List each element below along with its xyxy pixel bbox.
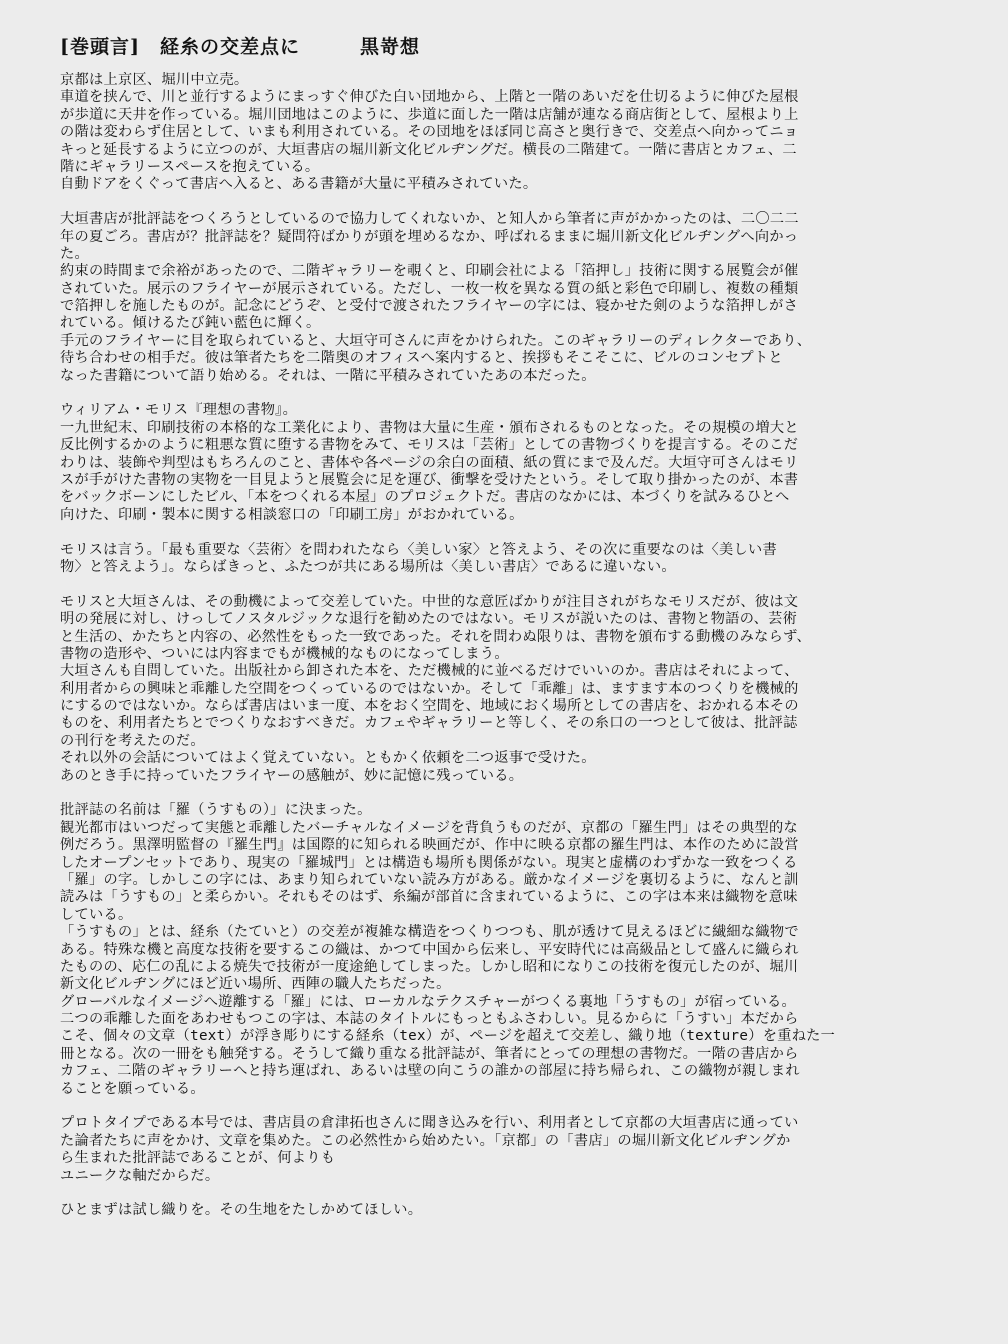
article-title: [巻頭言] 経糸の交差点に (60, 36, 300, 58)
body-line: 年の夏ごろ。書店が？批評誌を？疑問符ばかりが頭を埋めるなか、呼ばれるままに堀川新文化ビルヂングへ向かっ (60, 228, 799, 245)
body-line: で箔押しを施したものが。記念にどうぞ、と受付で渡されたフライヤーの字には、寝かせた剣のような箔押しがさ (60, 298, 799, 315)
body-line: 京都は上京区、堀川中立売。 (60, 72, 249, 88)
body-line: プロトタイプである本号では、書店員の倉津拓也さんに聞き込みを行い、利用者として京都の大垣書店に通ってい (60, 1115, 799, 1132)
body-line: している。 (60, 906, 133, 923)
body-line: わりは、装飾や判型はもちろんのこと、書体や各ページの余白の面積、紙の質にまで及んだ。大垣守可さんはモリ (60, 454, 799, 471)
article-heading (60, 32, 956, 62)
body-line: ることを願っている。 (60, 1080, 205, 1097)
paragraph-gap (60, 385, 956, 402)
body-line: モリスと大垣さんは、その動機によって交差していた。中世的な意匠ばかりが注目されがちなモリスだが、彼は文 (60, 593, 799, 610)
paragraph-gap (60, 524, 956, 541)
paragraph-gap (60, 1185, 956, 1202)
body-line: 大垣さんも自問していた。出版社から卸された本を、ただ機械的に並べるだけでいいのか。書店はそれによって、 (60, 663, 799, 680)
body-line: それ以外の会話についてはよく覚えていない。ともかく依頼を二つ返事で受けた。 (60, 750, 596, 767)
body-line: 二つの乖離した面をあわせもつこの字は、本誌のタイトルにもっともふさわしい。見るからに「うすい」本だから (60, 1011, 799, 1028)
body-line: ら生まれた批評誌であることが、何よりも (60, 1150, 336, 1167)
paragraph-gap (60, 1098, 956, 1115)
body-line: 新文化ビルヂングにほど近い場所、西陣の職人たちだった。 (60, 976, 451, 993)
body-line: 手元のフライヤーに目を取られていると、大垣守可さんに声をかけられた。このギャラリーのディレクターであり、 (60, 332, 812, 349)
body-line: れている。傾けるたび鈍い藍色に輝く。 (60, 315, 321, 332)
body-line: カフェ、二階のギャラリーへと持ち運ばれ、あるいは壁の向こうの誰かの部屋に持ち帰られ、この織物が親しまれ (60, 1063, 800, 1080)
body-line: モリスは言う。「最も重要な〈芸術〉を問われたなら〈美しい家〉と答えよう、その次に重要なのは〈美しい書 (60, 541, 777, 558)
body-line: た論者たちに声をかけ、文章を集めた。この必然性から始めたい。「京都」の「書店」の堀川新文化ビルヂングか (60, 1132, 791, 1149)
body-line: が歩道に天井を作っている。堀川団地はこのように、歩道に面した一階は店舗が連なる商店街として、屋根より上 (60, 106, 799, 123)
body-line: キっと延長するように立つのが、大垣書店の堀川新文化ビルヂングだ。横長の二階建て。一階に書店とカフェ、二 (60, 141, 797, 158)
body-line: 批評誌の名前は「羅（うすもの）」に決まった。 (60, 802, 372, 819)
body-line: こそ、個々の文章（text）が浮き彫りにする経糸（tex）が、ページを超えて交差し、織り地（texture）を重ねた一 (60, 1028, 836, 1045)
body-line: 明の発展に対し、けっしてノスタルジックな退行を勧めたのではない。モリスが説いたのは、書物と物語の、芸術 (60, 611, 798, 628)
paragraph-gap (60, 785, 956, 802)
body-line: をバックボーンにしたビル、「本をつくれる本屋」のプロジェクトだ。書店のなかには、本づくりを試みるひとへ (60, 489, 790, 506)
article-author: 黒嵜想 (359, 36, 420, 58)
body-line: ひとまずは試し織りを。その生地をたしかめてほしい。 (60, 1202, 423, 1219)
body-line: 階にギャラリースペースを抱えている。 (60, 158, 320, 175)
body-line: 反比例するかのように粗悪な質に堕する書物をみて、モリスは「芸術」としての書物づくりを提言する。そのこだ (60, 437, 799, 454)
body-line: 待ち合わせの相手だ。彼は筆者たちを二階奥のオフィスへ案内すると、挨拶もそこそこに、ビルのコンセプトと (60, 350, 783, 367)
body-line: 「羅」の字。しかしこの字には、あまり知られていない読み方がある。厳かなイメージを裏切るように、なんと訓 (60, 871, 799, 888)
body-line: したオープンセットであり、現実の「羅城門」とは構造も場所も関係がない。現実と虚構のわずかな一致をつくる (60, 854, 798, 871)
body-line: 利用者からの興味と乖離した空間をつくっているのではないか。そして「乖離」は、ますます本のつくりを機械的 (60, 680, 799, 697)
body-line: と生活の、かたちと内容の、必然性をもった一致であった。それを問わぬ限りは、書物を頒布する動機のみならず、 (60, 628, 811, 645)
body-line: されていた。展示のフライヤーが展示されている。ただし、一枚一枚を異なる質の紙と彩色で印刷し、複数の種類 (60, 280, 799, 297)
body-line: た。 (60, 245, 89, 262)
body-line: ものを、利用者たちとでつくりなおすべきだ。カフェやギャラリーと等しく、その糸口の一つとして彼は、批評誌 (60, 715, 798, 732)
body-line: 例だろう。黒澤明監督の『羅生門』は国際的に知られる映画だが、作中に映る京都の羅生門は、本作のために設営 (60, 837, 799, 854)
body-line: の刊行を考えたのだ。 (60, 732, 205, 749)
body-line: 観光都市はいつだって実態と乖離したバーチャルなイメージを背負うものだが、京都の「羅生門」はその典型的な (60, 819, 799, 836)
article-body (60, 72, 956, 1220)
body-line: ウィリアム・モリス『理想の書物』。 (60, 402, 298, 419)
body-line: 自動ドアをくぐって書店へ入ると、ある書籍が大量に平積みされていた。 (60, 176, 538, 193)
paragraph-gap (60, 576, 956, 593)
body-line: 向けた、印刷・製本に関する相談窓口の「印刷工房」がおかれている。 (60, 506, 524, 523)
body-line: 冊となる。次の一冊をも触発する。そうして織り重なる批評誌が、筆者にとっての理想の書物だ。一階の書店から (60, 1045, 799, 1062)
body-line: あのとき手に持っていたフライヤーの感触が、妙に記憶に残っている。 (60, 767, 524, 784)
paragraph-gap (60, 194, 956, 211)
body-line: スが手がけた書物の実物を一目見ようと展覧会に足を運び、衝撃を受けたという。そして取り掛かったのが、本書 (60, 471, 799, 488)
body-line: 読みは「うすもの」と柔らかい。それもそのはず、糸編が部首に含まれているように、この字は本来は織物を意味 (60, 889, 798, 906)
body-line: なった書籍について語り始める。それは、一階に平積みされていたあの本だった。 (60, 367, 596, 384)
body-line: 物〉と答えよう」。ならばきっと、ふたつが共にある場所は〈美しい書店〉であるに違いない。 (60, 558, 676, 575)
body-line: の階は変わらず住居として、いまも利用されている。その団地をほぼ同じ高さと奥行きで、交差点へ向かってニョ (60, 124, 799, 141)
body-line: 書物の造形や、ついには内容までもが機械的なものになってしまう。 (60, 645, 509, 662)
body-line: 車道を挟んで、川と並行するようにまっすぐ伸びた白い団地から、上階と一階のあいだを仕切るように伸びた屋根 (60, 89, 799, 106)
body-line: 大垣書店が批評誌をつくろうとしているので協力してくれないか、と知人から筆者に声がかかったのは、二〇二二 (60, 211, 799, 228)
body-line: ある。特殊な機と高度な技術を要するこの織は、かつて中国から伝来し、平安時代には高級品として盛んに織られ (60, 941, 799, 958)
body-line: たものの、応仁の乱による焼失で技術が一度途絶してしまった。しかし昭和になりこの技術を復元したのが、堀川 (60, 958, 799, 975)
body-line: にするのではないか。ならば書店はいま一度、本をおく空間を、地域におく場所としての書店を、おかれる本その (60, 698, 799, 715)
body-line: グローバルなイメージへ遊離する「羅」には、ローカルなテクスチャーがつくる裏地「うすもの」が宿っている。 (60, 993, 797, 1010)
body-line: 約束の時間まで余裕があったので、二階ギャラリーを覗くと、印刷会社による「箔押し」技術に関する展覧会が催 (60, 263, 799, 280)
body-line: 「うすもの」とは、経糸（たていと）の交差が複雑な構造をつくりつつも、肌が透けて見えるほどに繊細な織物で (60, 924, 799, 941)
body-line: 一九世紀末、印刷技術の本格的な工業化により、書物は大量に生産・頒布されるものとなった。その規模の増大と (60, 419, 799, 436)
body-line: ユニークな軸だからだ。 (60, 1167, 220, 1184)
